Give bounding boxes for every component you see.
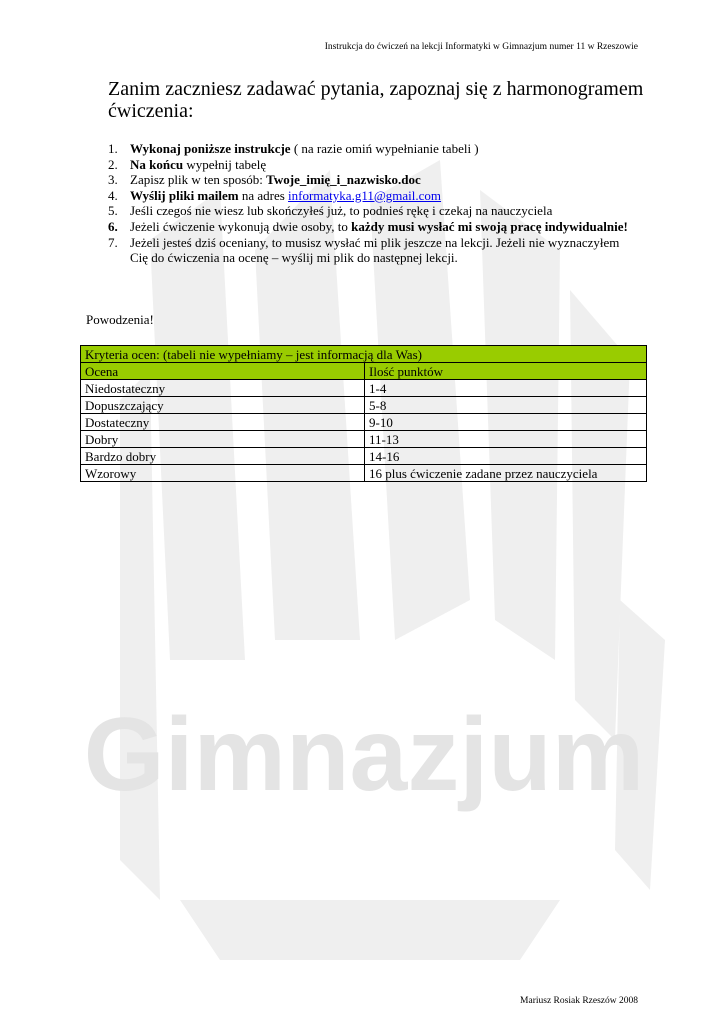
list-item: 4. Wyślij pliki mailem na adres informatyka.g11@gmail.com xyxy=(108,187,442,203)
list-item: 5. Jeśli czegoś nie wiesz lub skończyłeś już, to podnieś rękę i czekaj na nauczyciela xyxy=(108,203,553,219)
list-number: 3. xyxy=(108,172,118,188)
table-row xyxy=(81,397,647,414)
watermark-text: Gimnazjum xyxy=(83,697,645,813)
points-cell: 14-16 xyxy=(365,448,647,465)
list-item: 3. Zapisz plik w ten sposób: Twoje_imię_i_nazwisko.doc xyxy=(108,172,421,188)
points-cell: 11-13 xyxy=(365,431,647,448)
email-link[interactable]: informatyka.g11@gmail.com xyxy=(288,187,442,203)
grade-cell: Dostateczny xyxy=(81,414,365,431)
list-number: 6. xyxy=(108,218,118,234)
grade-cell: Bardzo dobry xyxy=(81,448,365,465)
instruction-list xyxy=(108,141,628,266)
list-number: 7. xyxy=(108,234,118,250)
table-row xyxy=(81,380,647,397)
grade-cell: Dopuszczający xyxy=(81,397,365,414)
column-header-points: Ilość punktów xyxy=(365,363,647,380)
table-row xyxy=(81,431,647,448)
list-number: 2. xyxy=(108,156,118,172)
list-item: 1. Wykonaj poniższe instrukcje ( na razie omiń wypełnianie tabeli ) xyxy=(108,141,479,156)
page-footer: Mariusz Rosiak Rzeszów 2008 xyxy=(520,996,638,1006)
column-header-grade: Ocena xyxy=(81,363,365,380)
farewell-text: Powodzenia! xyxy=(86,312,154,327)
table-header-row xyxy=(81,363,647,380)
page-title: Zanim zaczniesz zadawać pytania, zapoznaj się z harmonogramem ćwiczenia: xyxy=(108,78,644,122)
table-row xyxy=(81,465,647,482)
table-caption-row xyxy=(81,346,647,363)
table-caption: Kryteria ocen: (tabeli nie wypełniamy – jest informacją dla Was) xyxy=(81,346,647,363)
table-row xyxy=(81,414,647,431)
list-number: 4. xyxy=(108,187,118,203)
list-item: 6. Jeżeli ćwiczenie wykonują dwie osoby, to każdy musi wysłać mi swoją pracę indywidualnie! xyxy=(108,218,628,234)
grading-criteria-table xyxy=(80,345,647,482)
list-number: 1. xyxy=(108,141,118,156)
grade-cell: Niedostateczny xyxy=(81,380,365,397)
points-cell: 16 plus ćwiczenie zadane przez nauczyciela xyxy=(365,465,647,482)
points-cell: 9-10 xyxy=(365,414,647,431)
list-number: 5. xyxy=(108,203,118,219)
table-row xyxy=(81,448,647,465)
points-cell: 1-4 xyxy=(365,380,647,397)
list-item: 7. Jeżeli jesteś dziś oceniany, to musisz wysłać mi plik jeszcze na lekcji. Jeżeli nie wyznaczyłem Cię do ćwiczenia na ocenę – wyślij mi plik do następnej lekcji. xyxy=(108,234,620,266)
list-item: 2. Na końcu wypełnij tabelę xyxy=(108,156,267,172)
grade-cell: Dobry xyxy=(81,431,365,448)
points-cell: 5-8 xyxy=(365,397,647,414)
grade-cell: Wzorowy xyxy=(81,465,365,482)
page-header: Instrukcja do ćwiczeń na lekcji Informatyki w Gimnazjum numer 11 w Rzeszowie xyxy=(324,42,638,52)
